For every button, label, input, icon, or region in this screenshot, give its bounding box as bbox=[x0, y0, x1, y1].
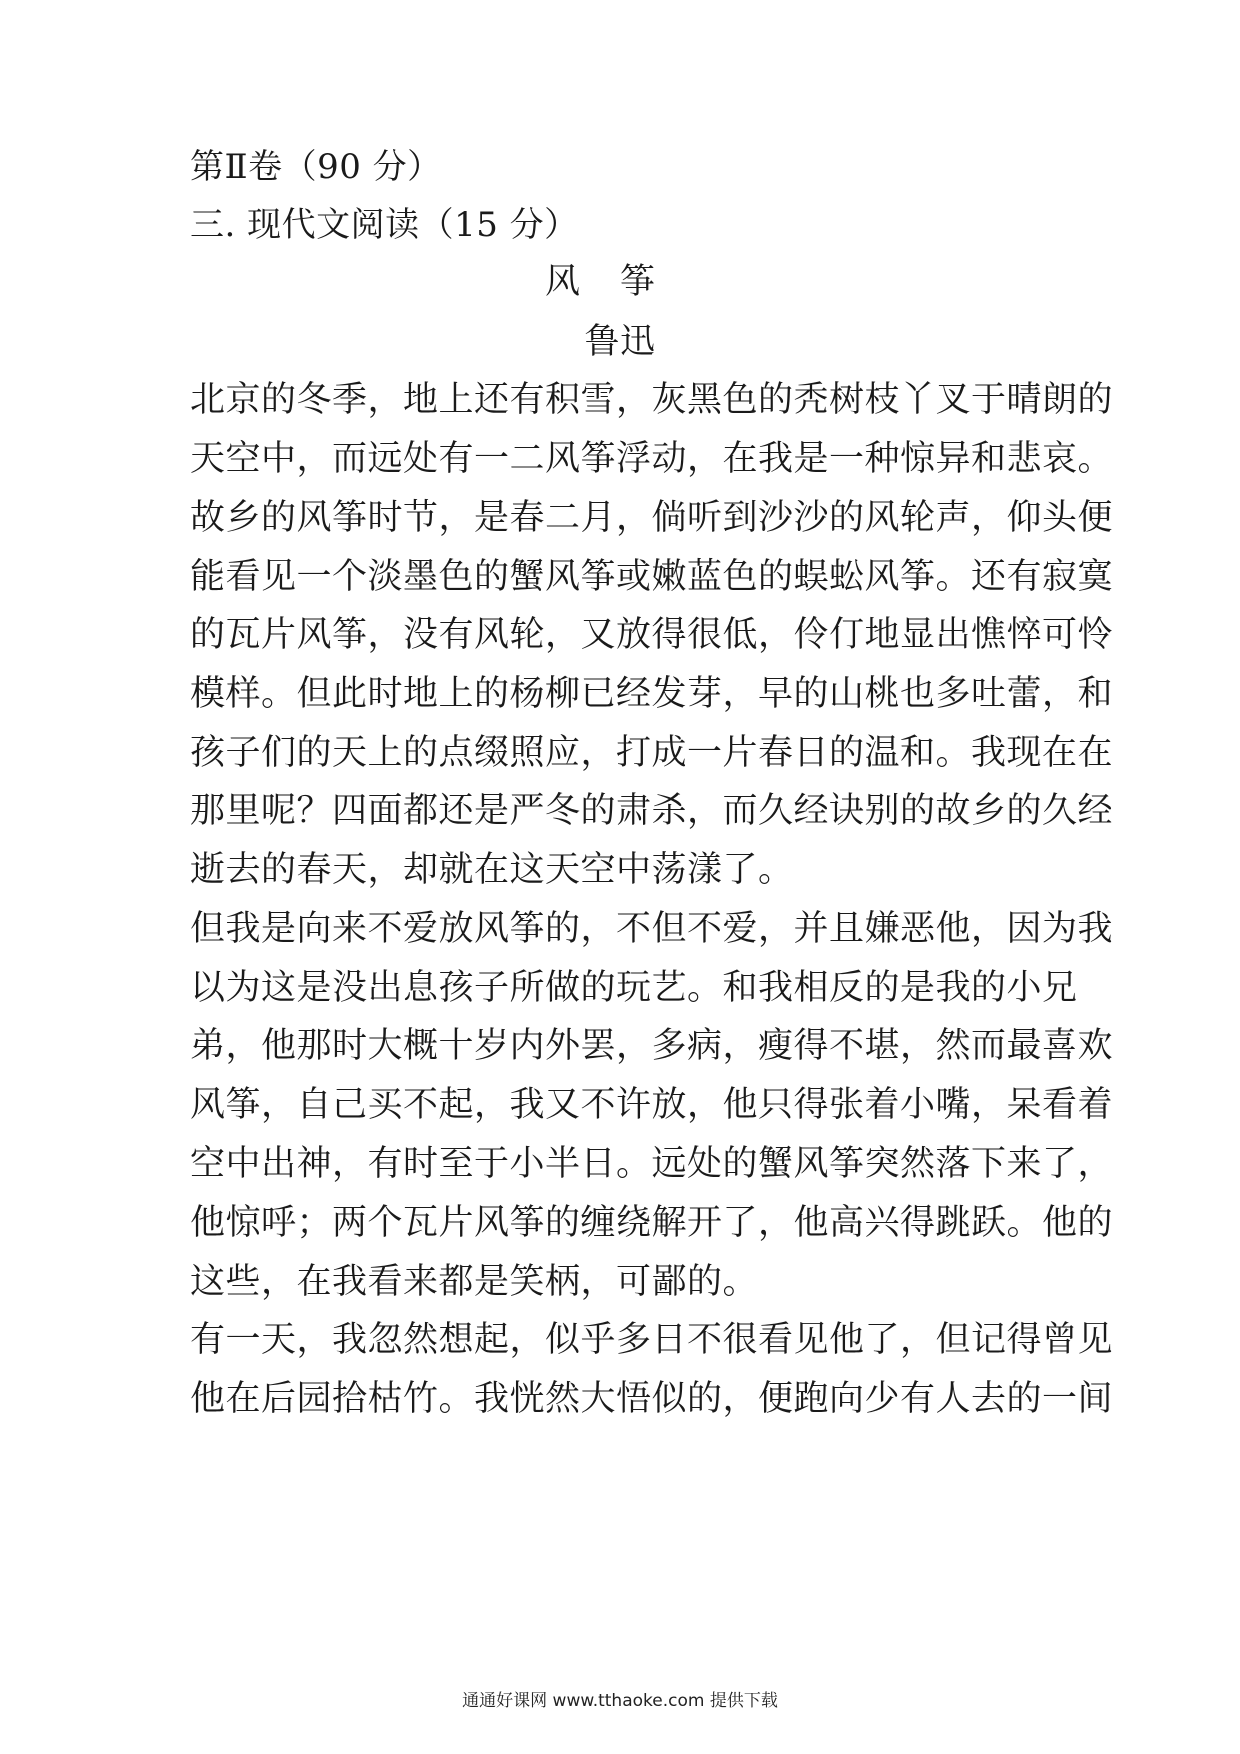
text-line: 以为这是没出息孩子所做的玩艺。和我相反的是我的小兄 bbox=[190, 968, 1078, 1008]
text-line: 他在后园拾枯竹。我恍然大悟似的，便跑向少有人去的一间 bbox=[190, 1379, 1114, 1419]
text-line: 的瓦片风筝，没有风轮，又放得很低，伶仃地显出憔悴可怜 bbox=[190, 615, 1114, 655]
text-line: 那里呢？四面都还是严冬的肃杀，而久经诀别的故乡的久经 bbox=[190, 791, 1114, 831]
text-line: 但我是向来不爱放风筝的，不但不爱，并且嫌恶他，因为我 bbox=[190, 909, 1114, 949]
text-line: 这些，在我看来都是笑柄，可鄙的。 bbox=[190, 1262, 759, 1302]
page-footer: 通通好课网 www.tthaoke.com 提供下载 bbox=[462, 1691, 778, 1711]
exam-part-heading: 第Ⅱ卷（90 分） bbox=[190, 147, 442, 187]
text-line: 空中出神，有时至于小半日。远处的蟹风筝突然落下来了， bbox=[190, 1144, 1114, 1184]
article-title: 风筝 bbox=[544, 262, 695, 302]
text-line: 逝去的春天，却就在这天空中荡漾了。 bbox=[190, 850, 794, 890]
article-author: 鲁迅 bbox=[584, 322, 656, 362]
text-line: 有一天，我忽然想起，似乎多日不很看见他了，但记得曾见 bbox=[190, 1320, 1114, 1360]
text-line: 风筝，自己买不起，我又不许放，他只得张着小嘴，呆看着 bbox=[190, 1085, 1114, 1125]
text-line: 孩子们的天上的点缀照应，打成一片春日的温和。我现在在 bbox=[190, 733, 1114, 773]
text-line: 他惊呼；两个瓦片风筝的缠绕解开了，他高兴得跳跃。他的 bbox=[190, 1203, 1114, 1243]
text-line: 天空中，而远处有一二风筝浮动，在我是一种惊异和悲哀。 bbox=[190, 439, 1114, 479]
text-line: 北京的冬季，地上还有积雪，灰黑色的秃树枝丫叉于晴朗的 bbox=[190, 380, 1114, 420]
text-line: 能看见一个淡墨色的蟹风筝或嫩蓝色的蜈蚣风筝。还有寂寞 bbox=[190, 557, 1114, 597]
text-line: 故乡的风筝时节，是春二月，倘听到沙沙的风轮声，仰头便 bbox=[190, 498, 1114, 538]
question-heading: 三. 现代文阅读（15 分） bbox=[190, 205, 579, 245]
text-line: 弟，他那时大概十岁内外罢，多病，瘦得不堪，然而最喜欢 bbox=[190, 1026, 1114, 1066]
text-line: 模样。但此时地上的杨柳已经发芽，早的山桃也多吐蕾，和 bbox=[190, 674, 1114, 714]
